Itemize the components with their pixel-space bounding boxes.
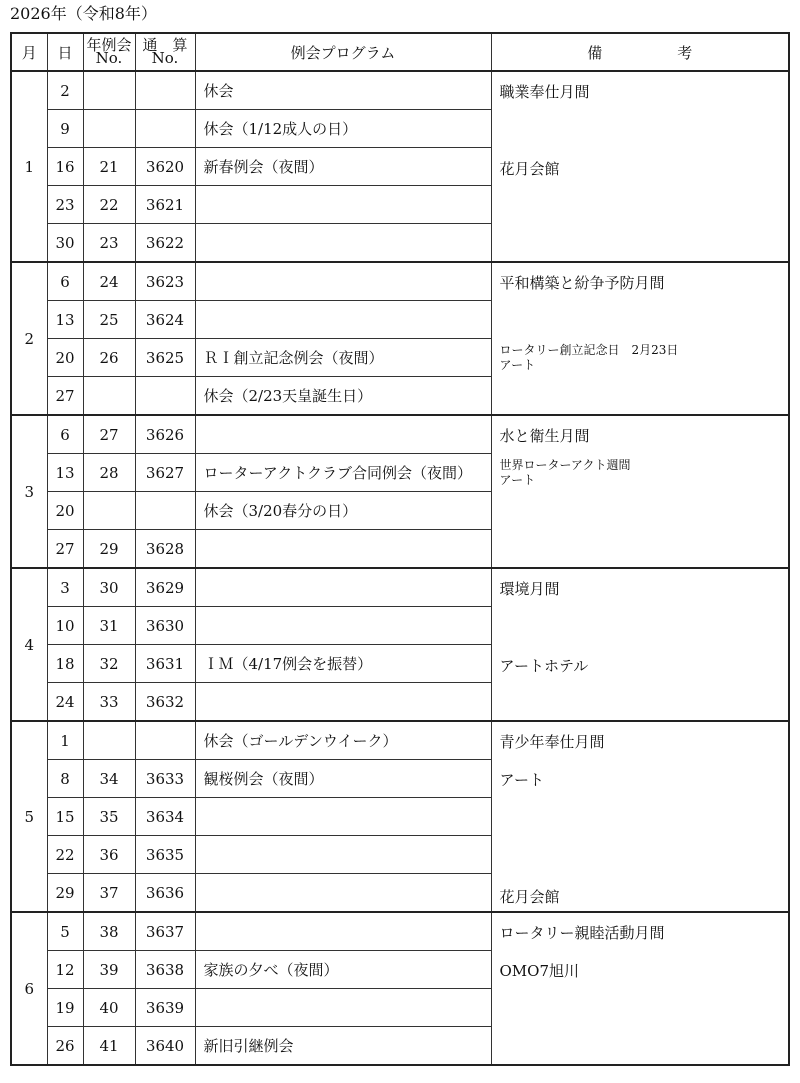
header-month: 月: [11, 33, 47, 71]
month-cell: 2: [11, 262, 47, 415]
program-cell: [195, 912, 491, 951]
program-cell: [195, 301, 491, 339]
program-cell: [195, 530, 491, 569]
program-cell: [195, 798, 491, 836]
total-no-cell: 3631: [135, 645, 195, 683]
total-no-cell: 3626: [135, 415, 195, 454]
program-cell: [195, 874, 491, 913]
day-cell: 5: [47, 912, 83, 951]
day-cell: 15: [47, 798, 83, 836]
day-cell: 20: [47, 492, 83, 530]
remarks-cell: [491, 71, 789, 262]
program-cell: [195, 683, 491, 722]
day-cell: 16: [47, 148, 83, 186]
annual-no-cell: 34: [83, 760, 135, 798]
day-cell: 29: [47, 874, 83, 913]
day-cell: 10: [47, 607, 83, 645]
total-no-cell: 3635: [135, 836, 195, 874]
remark-text: OMO7旭川: [499, 962, 579, 980]
total-no-cell: 3625: [135, 339, 195, 377]
day-cell: 2: [47, 71, 83, 110]
program-cell: [195, 836, 491, 874]
program-cell: [195, 607, 491, 645]
program-cell: ＩＭ（4/17例会を振替）: [195, 645, 491, 683]
table-row: [11, 721, 789, 760]
total-no-cell: 3621: [135, 186, 195, 224]
total-no-cell: [135, 721, 195, 760]
annual-no-cell: 36: [83, 836, 135, 874]
program-cell: [195, 262, 491, 301]
total-no-cell: [135, 377, 195, 416]
remark-text: 青少年奉仕月間: [499, 733, 605, 751]
annual-no-cell: 28: [83, 454, 135, 492]
total-no-cell: [135, 492, 195, 530]
total-no-cell: 3627: [135, 454, 195, 492]
total-no-cell: 3633: [135, 760, 195, 798]
remark-text: アート: [499, 771, 545, 789]
day-cell: 3: [47, 568, 83, 607]
day-cell: 27: [47, 377, 83, 416]
schedule-table: [10, 32, 790, 1066]
day-cell: 1: [47, 721, 83, 760]
remark-text: アート: [499, 473, 536, 487]
total-no-cell: [135, 110, 195, 148]
annual-no-cell: 24: [83, 262, 135, 301]
annual-no-cell: 22: [83, 186, 135, 224]
remark-text: ロータリー創立記念日 2月23日: [499, 343, 679, 357]
header-row: [11, 33, 789, 71]
program-cell: ローターアクトクラブ合同例会（夜間）: [195, 454, 491, 492]
day-cell: 30: [47, 224, 83, 263]
table-row: [11, 568, 789, 607]
month-cell: 1: [11, 71, 47, 262]
remark-text: 平和構築と紛争予防月間: [499, 274, 665, 292]
remarks-cell: [491, 568, 789, 721]
program-cell: 休会（1/12成人の日）: [195, 110, 491, 148]
annual-no-cell: 29: [83, 530, 135, 569]
annual-no-cell: 25: [83, 301, 135, 339]
month-group: [11, 568, 789, 721]
remark-text: ロータリー親睦活動月間: [499, 924, 665, 942]
month-group: [11, 262, 789, 415]
program-cell: 観桜例会（夜間）: [195, 760, 491, 798]
table-row: [11, 912, 789, 951]
remark-text: アート: [499, 358, 536, 372]
total-no-cell: 3636: [135, 874, 195, 913]
header-total-no: 通 算 No.: [135, 33, 195, 71]
header-program: 例会プログラム: [195, 33, 491, 71]
program-cell: 休会（ゴールデンウイーク）: [195, 721, 491, 760]
program-cell: [195, 568, 491, 607]
day-cell: 8: [47, 760, 83, 798]
annual-no-cell: [83, 492, 135, 530]
program-cell: ＲＩ創立記念例会（夜間）: [195, 339, 491, 377]
annual-no-cell: 39: [83, 951, 135, 989]
annual-no-cell: 33: [83, 683, 135, 722]
total-no-cell: 3638: [135, 951, 195, 989]
total-no-cell: 3622: [135, 224, 195, 263]
total-no-cell: 3629: [135, 568, 195, 607]
annual-no-cell: 26: [83, 339, 135, 377]
day-cell: 22: [47, 836, 83, 874]
total-no-cell: 3628: [135, 530, 195, 569]
total-no-cell: 3639: [135, 989, 195, 1027]
annual-no-cell: 37: [83, 874, 135, 913]
total-no-cell: [135, 71, 195, 110]
header-day: 日: [47, 33, 83, 71]
total-no-cell: 3632: [135, 683, 195, 722]
remarks-cell: [491, 912, 789, 1065]
remark-text: 職業奉仕月間: [499, 83, 590, 101]
day-cell: 27: [47, 530, 83, 569]
annual-no-cell: [83, 377, 135, 416]
annual-no-cell: [83, 71, 135, 110]
month-group: [11, 415, 789, 568]
remarks-cell: [491, 262, 789, 415]
day-cell: 18: [47, 645, 83, 683]
day-cell: 26: [47, 1027, 83, 1066]
total-no-cell: 3634: [135, 798, 195, 836]
annual-no-cell: [83, 110, 135, 148]
day-cell: 9: [47, 110, 83, 148]
program-cell: 新旧引継例会: [195, 1027, 491, 1066]
remark-text: 水と衛生月間: [499, 427, 590, 445]
remark-text: 花月会館: [499, 888, 560, 906]
table-row: [11, 415, 789, 454]
day-cell: 19: [47, 989, 83, 1027]
program-cell: 休会: [195, 71, 491, 110]
month-cell: 3: [11, 415, 47, 568]
remarks-cell: [491, 721, 789, 912]
annual-no-cell: 32: [83, 645, 135, 683]
remark-text: 花月会館: [499, 160, 560, 178]
month-group: [11, 721, 789, 912]
day-cell: 12: [47, 951, 83, 989]
remark-text: 環境月間: [499, 580, 560, 598]
program-cell: 休会（2/23天皇誕生日）: [195, 377, 491, 416]
remark-text: 世界ローターアクト週間: [499, 458, 631, 472]
program-cell: [195, 224, 491, 263]
program-cell: [195, 186, 491, 224]
month-group: [11, 71, 789, 262]
program-cell: 家族の夕べ（夜間）: [195, 951, 491, 989]
annual-no-cell: 23: [83, 224, 135, 263]
remarks-cell: [491, 415, 789, 568]
remark-text: アートホテル: [499, 657, 589, 675]
table-row: [11, 262, 789, 301]
day-cell: 6: [47, 415, 83, 454]
annual-no-cell: 35: [83, 798, 135, 836]
day-cell: 6: [47, 262, 83, 301]
annual-no-cell: 30: [83, 568, 135, 607]
day-cell: 20: [47, 339, 83, 377]
month-group: [11, 912, 789, 1065]
annual-no-cell: 31: [83, 607, 135, 645]
annual-no-cell: 41: [83, 1027, 135, 1066]
total-no-cell: 3623: [135, 262, 195, 301]
month-cell: 6: [11, 912, 47, 1065]
day-cell: 13: [47, 301, 83, 339]
month-cell: 4: [11, 568, 47, 721]
annual-no-cell: 40: [83, 989, 135, 1027]
program-cell: 休会（3/20春分の日）: [195, 492, 491, 530]
total-no-cell: 3637: [135, 912, 195, 951]
table-row: [11, 71, 789, 110]
month-cell: 5: [11, 721, 47, 912]
total-no-cell: 3624: [135, 301, 195, 339]
program-cell: [195, 415, 491, 454]
day-cell: 24: [47, 683, 83, 722]
program-cell: 新春例会（夜間）: [195, 148, 491, 186]
annual-no-cell: [83, 721, 135, 760]
annual-no-cell: 38: [83, 912, 135, 951]
total-no-cell: 3640: [135, 1027, 195, 1066]
header-annual-no: 年例会 No.: [83, 33, 135, 71]
day-cell: 13: [47, 454, 83, 492]
annual-no-cell: 27: [83, 415, 135, 454]
header-remarks: 備 考: [491, 33, 789, 71]
total-no-cell: 3620: [135, 148, 195, 186]
day-cell: 23: [47, 186, 83, 224]
annual-no-cell: 21: [83, 148, 135, 186]
program-cell: [195, 989, 491, 1027]
page-caption: 2026年（令和8年）: [10, 4, 157, 23]
total-no-cell: 3630: [135, 607, 195, 645]
